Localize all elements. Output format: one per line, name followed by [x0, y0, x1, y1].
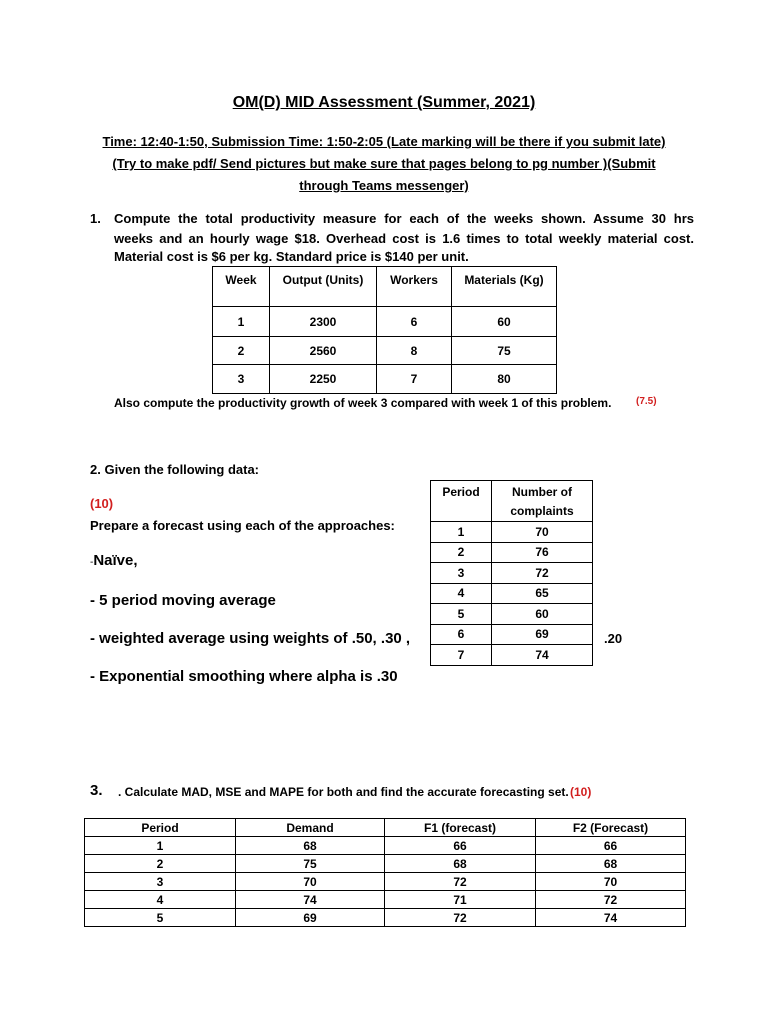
table-row	[85, 855, 686, 873]
table-row	[85, 909, 686, 927]
q2-approach-naive-label: Naïve,	[93, 552, 138, 569]
table-cell: 4	[431, 583, 492, 604]
table-cell: 69	[236, 909, 385, 927]
table-cell: 72	[536, 891, 686, 909]
table-cell: 5	[431, 604, 492, 625]
table-cell: 60	[492, 604, 593, 625]
header-line-2: (Try to make pdf/ Send pictures but make sure that pages belong to pg number )(Submit	[112, 156, 656, 171]
header-line-1: Time: 12:40-1:50, Submission Time: 1:50-2:05 (Late marking will be there if you submit late)	[102, 134, 666, 149]
q1-footer-text: Also compute the productivity growth of week 3 compared with week 1 of this problem.	[114, 396, 612, 410]
table-cell: 3	[431, 563, 492, 584]
q3-table	[84, 818, 686, 927]
q2-approach-exponential: - Exponential smoothing where alpha is .30	[90, 668, 398, 685]
table-cell: 72	[385, 909, 536, 927]
column-header: Output (Units)	[270, 267, 377, 307]
q2-marks: (10)	[90, 496, 114, 511]
q2-title: 2. Given the following data:	[90, 462, 260, 477]
table-cell: 74	[536, 909, 686, 927]
table-row	[431, 563, 593, 584]
table-cell: 72	[492, 563, 593, 584]
table-cell: 75	[452, 337, 557, 365]
table-cell: 6	[377, 307, 452, 337]
table-cell: 2300	[270, 307, 377, 337]
table-cell: 66	[385, 837, 536, 855]
table-cell: 1	[213, 307, 270, 337]
q2-approach-weighted-average: - weighted average using weights of .50, .30 ,	[90, 630, 411, 647]
q3-number: 3.	[90, 782, 103, 799]
table-cell: 1	[85, 837, 236, 855]
column-header: F2 (Forecast)	[536, 819, 686, 837]
table-cell: 70	[236, 873, 385, 891]
q2-approach-dash: -	[90, 557, 94, 568]
table-row	[431, 624, 593, 645]
table-cell: 76	[492, 542, 593, 563]
table-cell: 69	[492, 624, 593, 645]
table-row	[431, 542, 593, 563]
header-line-3: through Teams messenger)	[299, 178, 469, 193]
table-cell: 2	[85, 855, 236, 873]
table-cell: 72	[385, 873, 536, 891]
table-row	[213, 307, 557, 337]
q2-approach-naive	[90, 552, 138, 569]
table-row	[431, 645, 593, 666]
table-cell: 68	[385, 855, 536, 873]
table-row	[85, 873, 686, 891]
table-cell: 2560	[270, 337, 377, 365]
column-header: F1 (forecast)	[385, 819, 536, 837]
column-header: Period	[431, 481, 492, 522]
q2-table	[430, 480, 593, 666]
column-header: Period	[85, 819, 236, 837]
table-cell: 3	[213, 365, 270, 394]
q1-number: 1.	[90, 211, 101, 226]
table-row	[431, 522, 593, 543]
q2-weight-tail: .20	[604, 631, 623, 646]
table-row	[85, 837, 686, 855]
column-header: Materials (Kg)	[452, 267, 557, 307]
table-cell: 2	[213, 337, 270, 365]
table-cell: 68	[536, 855, 686, 873]
table-cell: 2	[431, 542, 492, 563]
table-cell: 71	[385, 891, 536, 909]
table-cell: 70	[492, 522, 593, 543]
table-row	[85, 891, 686, 909]
column-header: Week	[213, 267, 270, 307]
table-cell: 2250	[270, 365, 377, 394]
table-cell: 7	[377, 365, 452, 394]
q3-text: . Calculate MAD, MSE and MAPE for both and find the accurate forecasting set.	[118, 785, 569, 799]
table-cell: 1	[431, 522, 492, 543]
column-header: Demand	[236, 819, 385, 837]
table-cell: 66	[536, 837, 686, 855]
table-cell: 68	[236, 837, 385, 855]
table-cell: 7	[431, 645, 492, 666]
table-cell: 5	[85, 909, 236, 927]
table-header-row	[431, 481, 593, 522]
table-cell: 65	[492, 583, 593, 604]
table-row	[213, 337, 557, 365]
table-cell: 70	[536, 873, 686, 891]
q1-text-line-1: Compute the total productivity measure for each of the weeks shown. Assume 30 hrs	[114, 211, 694, 226]
table-cell: 8	[377, 337, 452, 365]
table-cell: 60	[452, 307, 557, 337]
table-cell: 75	[236, 855, 385, 873]
page-title: OM(D) MID Assessment (Summer, 2021)	[232, 94, 536, 111]
q1-text-line-3: Material cost is $6 per kg. Standard price is $140 per unit.	[114, 249, 469, 264]
table-header-row	[213, 267, 557, 307]
q1-marks: (7.5)	[636, 396, 657, 407]
table-row	[431, 604, 593, 625]
table-cell: 4	[85, 891, 236, 909]
table-cell: 74	[236, 891, 385, 909]
table-cell: 3	[85, 873, 236, 891]
column-header: Workers	[377, 267, 452, 307]
table-cell: 74	[492, 645, 593, 666]
table-row	[431, 583, 593, 604]
column-header: Number of complaints	[492, 481, 593, 522]
table-cell: 6	[431, 624, 492, 645]
q2-approach-moving-average: - 5 period moving average	[90, 592, 276, 609]
q1-text-line-2: weeks and an hourly wage $18. Overhead cost is 1.6 times to total weekly material cost.	[114, 231, 694, 246]
table-cell: 80	[452, 365, 557, 394]
table-row	[213, 365, 557, 394]
q1-table	[212, 266, 557, 394]
table-header-row	[85, 819, 686, 837]
q3-marks: (10)	[570, 785, 592, 799]
q2-prepare-text: Prepare a forecast using each of the approaches:	[90, 518, 395, 533]
